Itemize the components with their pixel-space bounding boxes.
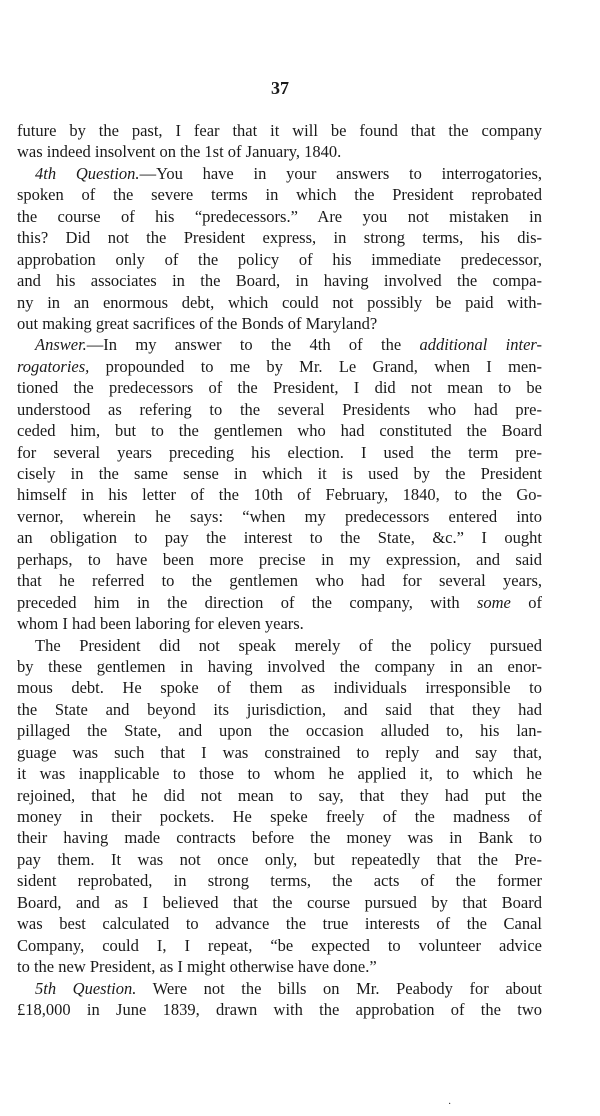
text-line [17, 334, 542, 355]
stray-mark: · [448, 1099, 452, 1110]
italic-text-span: 4th Question. [35, 163, 140, 183]
text-span: ny in an enormous debt, which could not possibly be paid with- [17, 292, 542, 312]
text-line [17, 527, 542, 548]
text-line [17, 849, 542, 870]
text-span: himself in his letter of the 10th of February, 1840, to the Go- [17, 485, 542, 505]
text-span: an obligation to pay the interest to the State, &c.” I ought [17, 528, 542, 548]
italic-text-span: rogatories, [17, 356, 90, 376]
text-line [17, 699, 542, 720]
text-span: perhaps, to have been more precise in my expression, and said [17, 549, 542, 569]
text-span: by these gentlemen in having involved the company in an enor- [17, 656, 542, 676]
text-span: propounded to me by Mr. Le Grand, when I men- [89, 356, 542, 376]
text-line [17, 141, 542, 162]
text-span: —In my answer to the 4th of the [86, 335, 420, 355]
text-line [17, 999, 542, 1020]
text-span: rejoined, that he did not mean to say, that they had put the [17, 785, 542, 805]
text-span: was indeed insolvent on the 1st of January, 1840. [17, 142, 342, 162]
text-line [17, 592, 542, 613]
text-line [17, 892, 542, 913]
text-line [17, 870, 542, 891]
text-span: spoken of the severe terms in which the President reprobated [17, 185, 542, 205]
text-line [17, 635, 542, 656]
italic-text-span: some [476, 592, 511, 612]
text-line [17, 785, 542, 806]
text-span: whom I had been laboring for eleven years. [17, 614, 304, 634]
text-span: out making great sacrifices of the Bonds of Maryland? [17, 313, 378, 333]
text-span: of [510, 592, 542, 612]
text-span: vernor, wherein he says: “when my predecessors entered into [17, 506, 542, 526]
text-line [17, 613, 542, 634]
text-span: guage was such that I was constrained to reply and say that, [17, 742, 542, 762]
italic-text-span: additional inter- [419, 335, 542, 355]
text-line [17, 656, 542, 677]
text-line [17, 978, 542, 999]
text-line [17, 249, 542, 270]
text-span: the State and beyond its jurisdiction, and said that they had [17, 699, 542, 719]
text-span: future by the past, I fear that it will be found that the company [17, 121, 542, 140]
text-line [17, 742, 542, 763]
text-line [17, 206, 542, 227]
text-span: Were not the bills on Mr. Peabody for about [136, 978, 542, 998]
text-line [17, 549, 542, 570]
page-number: 37 [271, 78, 289, 98]
text-span: pillaged the State, and upon the occasion alluded to, his lan- [17, 721, 542, 741]
text-line [17, 313, 542, 334]
text-span: the course of his “predecessors.” Are you not mistaken in [17, 206, 542, 226]
text-span: their having made contracts before the money was in Bank to [17, 828, 542, 848]
text-span: pay them. It was not once only, but repeatedly that the Pre- [17, 849, 542, 869]
text-span: sident reprobated, in strong terms, the acts of the former [17, 871, 542, 891]
text-line [17, 463, 542, 484]
text-span: tioned the predecessors of the President, I did not mean to be [17, 378, 542, 398]
text-line [17, 484, 542, 505]
italic-text-span: 5th Question. [35, 978, 137, 998]
text-span: £18,000 in June 1839, drawn with the approbation of the two [17, 999, 542, 1019]
text-span: Board, and as I believed that the course pursued by that Board [17, 892, 542, 912]
text-line [17, 913, 542, 934]
text-span: cisely in the same sense in which it is used by the President [17, 464, 542, 483]
text-span: for several years preceding his election. I used the term pre- [17, 442, 542, 462]
text-line [17, 420, 542, 441]
text-span: this? Did not the President express, in strong terms, his dis- [17, 228, 542, 248]
text-line [17, 227, 542, 248]
text-line [17, 570, 542, 591]
text-span: to the new President, as I might otherwise have done.” [17, 957, 377, 977]
text-span: was best calculated to advance the true interests of the Canal [17, 914, 542, 934]
text-span: Company, could I, I repeat, “be expected to volunteer advice [17, 935, 542, 955]
text-line [17, 184, 542, 205]
text-line [17, 677, 542, 698]
text-span: money in their pockets. He speke freely of the madness of [17, 807, 542, 826]
italic-text-span: Answer. [35, 335, 87, 355]
text-span: mous debt. He spoke of them as individuals irresponsible to [17, 678, 542, 698]
text-span: ceded him, but to the gentlemen who had constituted the Board [17, 421, 542, 441]
text-line [17, 356, 542, 377]
text-span: preceded him in the direction of the company, with [17, 592, 477, 612]
text-span: it was inapplicable to those to whom he applied it, to which he [17, 764, 542, 784]
text-line [17, 292, 542, 313]
text-line [17, 442, 542, 463]
text-line [17, 120, 542, 141]
text-span: understood as refering to the several Presidents who had pre- [17, 399, 542, 419]
text-line [17, 935, 542, 956]
text-line [17, 270, 542, 291]
text-span: —You have in your answers to interrogatories, [139, 163, 542, 183]
text-line [17, 827, 542, 848]
text-line [17, 720, 542, 741]
text-span: that he referred to the gentlemen who had for several years, [17, 571, 542, 591]
text-span: The President did not speak merely of the policy pursued [35, 635, 542, 655]
text-line [17, 506, 542, 527]
text-line [17, 377, 542, 398]
text-line [17, 399, 542, 420]
body-text [17, 120, 542, 1020]
text-line [17, 956, 542, 977]
text-span: approbation only of the policy of his immediate predecessor, [17, 249, 542, 269]
text-line [17, 163, 542, 184]
text-span: and his associates in the Board, in having involved the compa- [17, 271, 542, 291]
text-line [17, 763, 542, 784]
text-line [17, 806, 542, 827]
